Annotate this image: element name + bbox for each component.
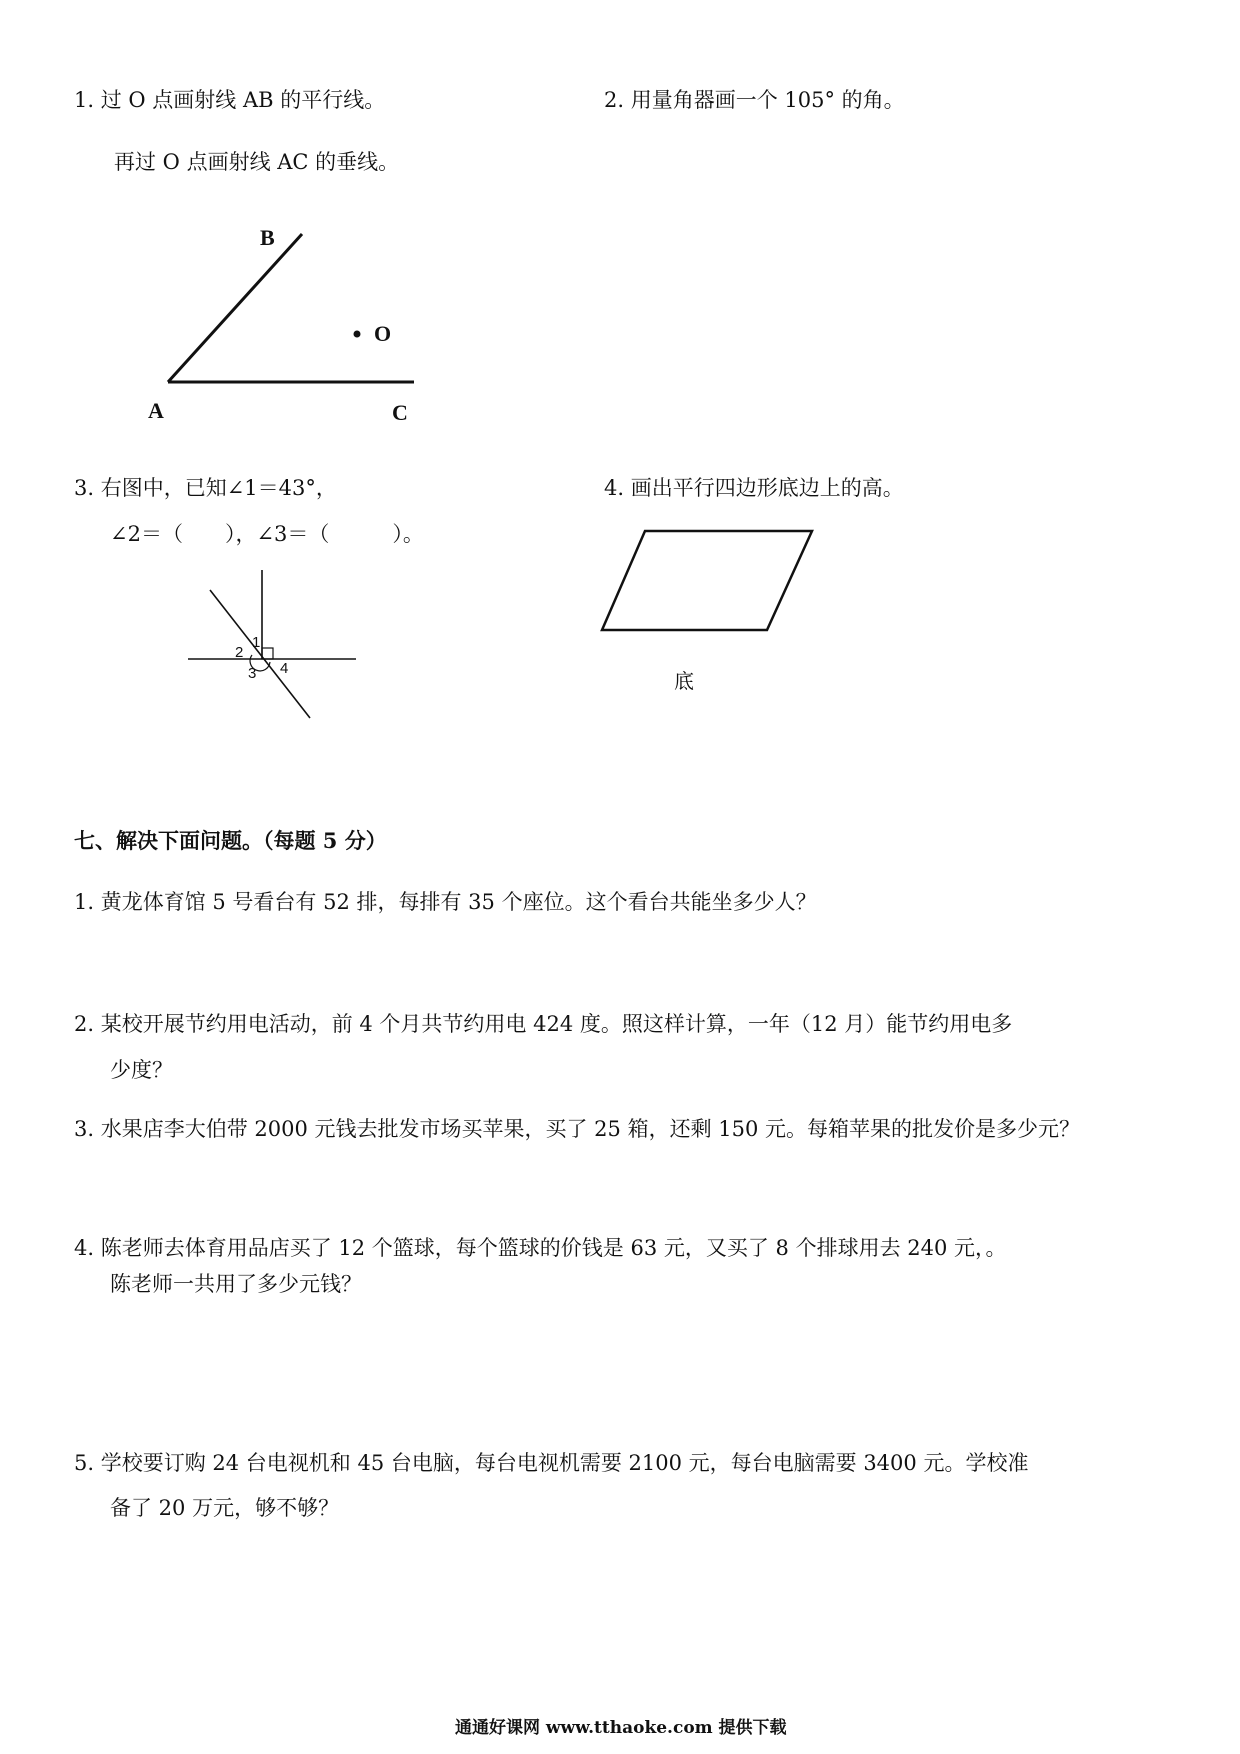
angle-label-2: 2 bbox=[235, 644, 244, 661]
parallelogram bbox=[602, 531, 812, 630]
footer-text: 通通好课网 www.tthaoke.com 提供下载 bbox=[455, 1718, 787, 1738]
problem-2-line2: 少度？ bbox=[110, 1058, 173, 1082]
base-label: 底 bbox=[674, 671, 694, 693]
label-c: C bbox=[392, 400, 408, 425]
right-angle-mark bbox=[262, 648, 273, 659]
q1-instruction-line2: 再过 O 点画射线 AC 的垂线。 bbox=[114, 150, 400, 174]
problem-4-line2: 陈老师一共用了多少元钱？ bbox=[110, 1272, 362, 1296]
diagonal-line bbox=[210, 590, 310, 718]
q3-instruction-line2: ∠2＝（ ），∠3＝（ ）。 bbox=[110, 522, 424, 546]
problem-1-line1: 1. 黄龙体育馆 5 号看台有 52 排，每排有 35 个座位。这个看台共能坐多少人？ bbox=[74, 890, 817, 914]
label-a: A bbox=[148, 398, 164, 423]
q3-instruction-line1: 3. 右图中，已知∠1＝43°， bbox=[74, 476, 337, 500]
problem-3-line1: 3. 水果店李大伯带 2000 元钱去批发市场买苹果，买了 25 箱，还剩 150 元。每箱苹果的批发价是多少元？ bbox=[74, 1117, 1081, 1141]
angle-label-1: 1 bbox=[252, 634, 261, 651]
point-o bbox=[354, 331, 361, 338]
problem-4-line1: 4. 陈老师去体育用品店买了 12 个篮球，每个篮球的价钱是 63 元，又买了 8 个排球用去 240 元，。 bbox=[74, 1236, 1007, 1260]
q3-angles-figure bbox=[180, 560, 370, 725]
q1-angle-figure bbox=[130, 220, 450, 430]
q4-instruction: 4. 画出平行四边形底边上的高。 bbox=[604, 476, 904, 500]
problem-2-line1: 2. 某校开展节约用电活动，前 4 个月共节约用电 424 度。照这样计算，一年（12 月）能节约用电多 bbox=[74, 1012, 1013, 1036]
section7-heading: 七、解决下面问题。（每题 5 分） bbox=[74, 828, 387, 853]
ray-ab bbox=[168, 234, 302, 382]
label-b: B bbox=[260, 225, 275, 250]
q2-instruction: 2. 用量角器画一个 105° 的角。 bbox=[604, 88, 905, 112]
q1-instruction-line1: 1. 过 O 点画射线 AB 的平行线。 bbox=[74, 88, 386, 112]
problem-5-line2: 备了 20 万元，够不够？ bbox=[110, 1496, 340, 1520]
problem-5-line1: 5. 学校要订购 24 台电视机和 45 台电脑，每台电视机需要 2100 元，每台电脑需要 3400 元。学校准 bbox=[74, 1451, 1029, 1475]
angle-label-4: 4 bbox=[280, 660, 289, 677]
angle-label-3: 3 bbox=[248, 665, 257, 682]
q4-parallelogram-figure bbox=[590, 520, 820, 700]
label-o: O bbox=[374, 321, 392, 346]
